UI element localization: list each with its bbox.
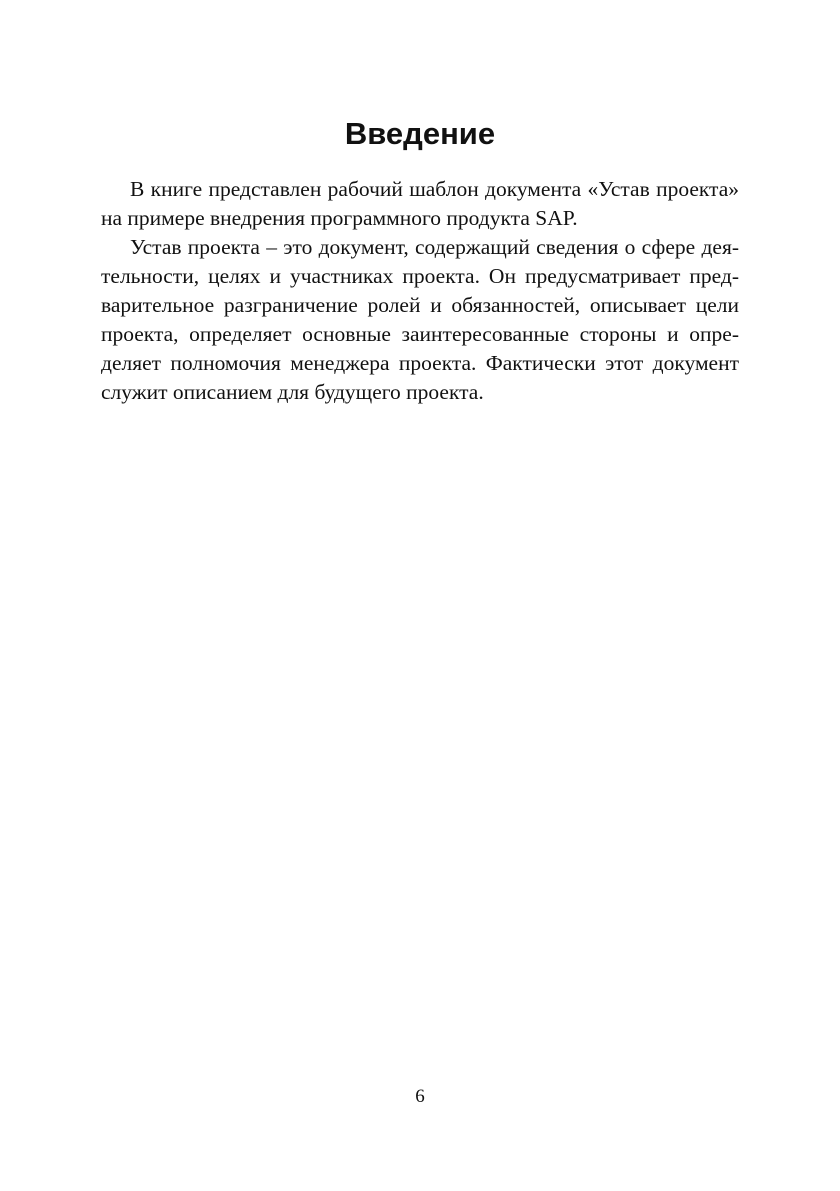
paragraph-charter-definition — [101, 233, 739, 407]
text-line: Устав проекта – это документ, содержащий сведения о сфере дея- — [130, 235, 739, 259]
paragraph-intro — [101, 175, 739, 233]
text-line: проекта, определяет основные заинтересованные стороны и опре- — [101, 322, 739, 346]
page-number: 6 — [415, 1086, 425, 1107]
text-line: В книге представлен рабочий шаблон документа «Устав проекта» — [130, 177, 739, 201]
body-text — [101, 175, 739, 407]
text-line: тельности, целях и участниках проекта. Он предусматривает пред- — [101, 264, 739, 288]
text-line: на примере внедрения программного продукта SAP. — [101, 206, 578, 230]
text-line: служит описанием для будущего проекта. — [101, 380, 484, 404]
page-title: Введение — [344, 116, 496, 151]
text-line: варительное разграничение ролей и обязанностей, описывает цели — [101, 293, 739, 317]
text-line: деляет полномочия менеджера проекта. Фактически этот документ — [101, 351, 739, 375]
